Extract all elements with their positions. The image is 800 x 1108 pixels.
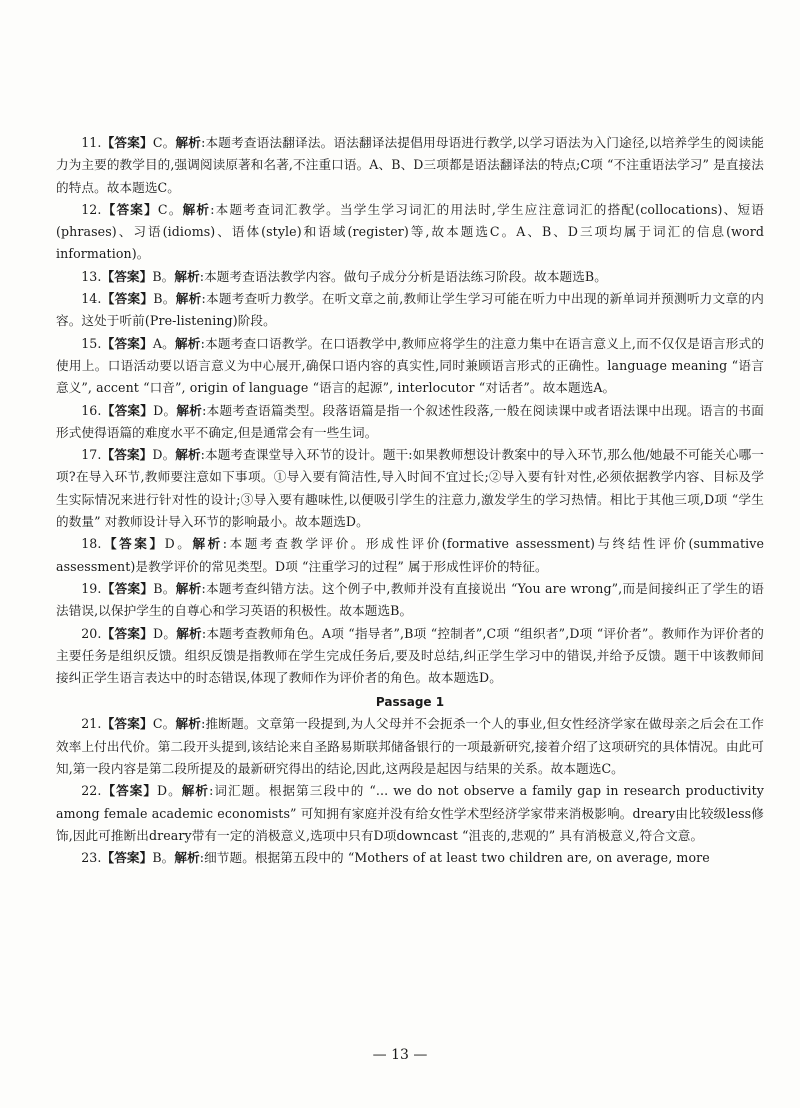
item-number: 14. [81,291,102,307]
answer-item-15 [56,333,764,400]
answer-letter: B。 [152,268,175,284]
analysis-label: 解析 [174,850,200,866]
answer-letter: C。 [152,716,176,732]
answer-letter: D。 [153,625,177,641]
answer-label: 【答案】 [101,716,153,732]
answer-letter: D。 [164,536,193,552]
item-number: 21. [81,716,102,732]
analysis-text: :本题考查口语教学。在口语教学中,教师应将学生的注意力集中在语言意义上,而不仅仅是语言形式的使用上。口语活动要以语言意义为中心展开,确保口语内容的真实性,同时兼顾语言形式的正确性。language meaning “语言意义”, accent “口音”, origin of language “语言的起源”, interlocutor “对话者”。故本题选A。 [56,335,765,396]
analysis-label: 解析 [176,625,202,641]
analysis-label: 解析 [175,335,201,351]
analysis-label: 解析 [192,536,223,552]
answer-item-19 [56,578,764,623]
answer-item-11 [56,132,764,199]
analysis-label: 解析 [175,580,202,596]
item-number: 16. [81,402,102,418]
analysis-label: 解析 [175,716,202,732]
item-number: 13. [81,268,102,284]
item-number: 20. [81,625,102,641]
item-number: 18. [81,536,102,552]
answer-letter: C。 [157,201,183,217]
passage-heading: Passage 1 [375,695,445,710]
analysis-text: :本题考查教师角色。A项 “指导者”,B项 “控制者”,C项 “组织者”,D项 “评价者”。教师作为评价者的主要任务是组织反馈。组织反馈是指教师在学生完成任务后,要及时总结,纠正学生学习中的错误,并给予反馈。题干中该教师间接纠正学生语言表达中的时态错误,体现了教师作为评价者的角色。故本题选D。 [56,625,764,686]
item-number: 23. [81,850,102,866]
analysis-text: :本题考查词汇教学。当学生学习词汇的用法时,学生应注意词汇的搭配(collocations)、短语(phrases)、习语(idioms)、语体(style)和语域(register)等,故本题选C。A、B、D三项均属于词汇的信息(word information)。 [56,201,764,262]
analysis-label: 解析 [175,291,202,307]
passage-answer-list [56,713,764,869]
analysis-text: :本题考查课堂导入环节的设计。题干:如果教师想设计教案中的导入环节,那么他/她最不可能关心哪一项?在导入环节,教师要注意如下事项。①导入要有简洁性,导入时间不宜过长;②导入要有针对性,必须依据教学内容、目标及学生实际情况来进行针对性的设计;③导入要有趣味性,以便吸引学生的注意力,激发学生的学习热情。相比于其他三项,D项 “学生的数量” 对教师设计导入环节的影响最小。故本题选D。 [56,447,764,530]
answer-list [56,132,764,689]
answer-label: 【答案】 [101,580,154,596]
item-number: 11. [81,135,102,150]
answer-item-21 [56,713,764,780]
answer-label: 【答案】 [101,268,153,284]
analysis-text: :词汇题。根据第三段中的 “... we do not observe a family gap in research productivity among female academic economists” 可知拥有家庭并没有给女性学术型经济学家带来消极影响。dreary由比较级less修饰,因此可推断出dreary带有一定的消极意义,选项中只有D项downcast “沮丧的,悲观的” 具有消极意义,符合文意。 [56,783,764,843]
analysis-text: :本题考查听力教学。在听文章之前,教师让学生学习可能在听力中出现的新单词并预测听力文章的内容。这处于听前(Pre-listening)阶段。 [56,291,764,329]
answer-label: 【答案】 [101,201,158,217]
answer-item-17 [56,444,764,533]
item-number: 19. [81,580,102,596]
analysis-label: 解析 [182,201,211,217]
answer-item-12 [56,199,764,266]
analysis-text: :本题考查教学评价。形成性评价(formative assessment)与终结性评价(summative assessment)是教学评价的常见类型。D项 “注重学习的过程” 属于形成性评价的特征。 [56,536,764,574]
analysis-label: 解析 [175,135,202,150]
answer-item-18 [56,533,764,578]
answer-label: 【答案】 [101,447,153,463]
answer-label: 【答案】 [101,291,154,307]
answer-page [56,132,764,870]
answer-label: 【答案】 [101,335,153,351]
answer-letter: B。 [153,291,176,307]
answer-item-16 [56,400,764,445]
answer-label: 【答案】 [101,402,154,418]
analysis-label: 解析 [181,783,210,799]
item-number: 17. [81,447,102,463]
item-number: 15. [81,335,102,351]
analysis-label: 解析 [174,268,200,284]
answer-letter: A。 [152,335,175,351]
analysis-text: :本题考查语法教学内容。做句子成分分析是语法练习阶段。故本题选B。 [199,268,607,284]
answer-label: 【答案】 [101,850,153,866]
answer-item-13 [56,266,764,288]
page-number: — 13 — [372,1047,428,1063]
analysis-label: 解析 [175,447,201,463]
answer-letter: D。 [157,783,182,799]
answer-label: 【答案】 [101,536,165,552]
item-number: 12. [81,201,102,217]
answer-label: 【答案】 [101,135,153,150]
answer-label: 【答案】 [101,625,154,641]
answer-label: 【答案】 [101,783,158,799]
answer-letter: B。 [153,580,176,596]
analysis-text: :推断题。文章第一段提到,为人父母并不会扼杀一个人的事业,但女性经济学家在做母亲之后会在工作效率上付出代价。第二段开头提到,该结论来自圣路易斯联邦储备银行的一项最新研究,接着介绍了这项研究的具体情况。由此可知,第一段内容是第二段所提及的最新研究得出的结论,因此,这两段是起因与结果的关系。故本题选C。 [56,716,764,777]
answer-item-20 [56,623,764,690]
analysis-label: 解析 [176,402,203,418]
analysis-text: :本题考查语篇类型。段落语篇是指一个叙述性段落,一般在阅读课中或者语法课中出现。语言的书面形式使得语篇的难度水平不确定,但是通常会有一些生词。 [56,402,764,440]
answer-letter: D。 [153,402,177,418]
analysis-text: :细节题。根据第五段中的 “Mothers of at least two children are, on average, more [199,850,710,866]
answer-item-23 [56,847,764,869]
answer-letter: D。 [152,447,176,463]
item-number: 22. [81,783,102,799]
analysis-text: :本题考查纠错方法。这个例子中,教师并没有直接说出 “You are wrong”,而是间接纠正了学生的语法错误,以保护学生的自尊心和学习英语的积极性。故本题选B。 [56,580,764,619]
analysis-text: :本题考查语法翻译法。语法翻译法提倡用母语进行教学,以学习语法为入门途径,以培养学生的阅读能力为主要的教学目的,强调阅读原著和名著,不注重口语。A、B、D三项都是语法翻译法的特点;C项 “不注重语法学习” 是直接法的特点。故本题选C。 [56,135,764,195]
answer-letter: B。 [152,850,175,866]
answer-letter: C。 [152,135,176,150]
answer-item-14 [56,288,764,333]
answer-item-22 [56,780,764,847]
